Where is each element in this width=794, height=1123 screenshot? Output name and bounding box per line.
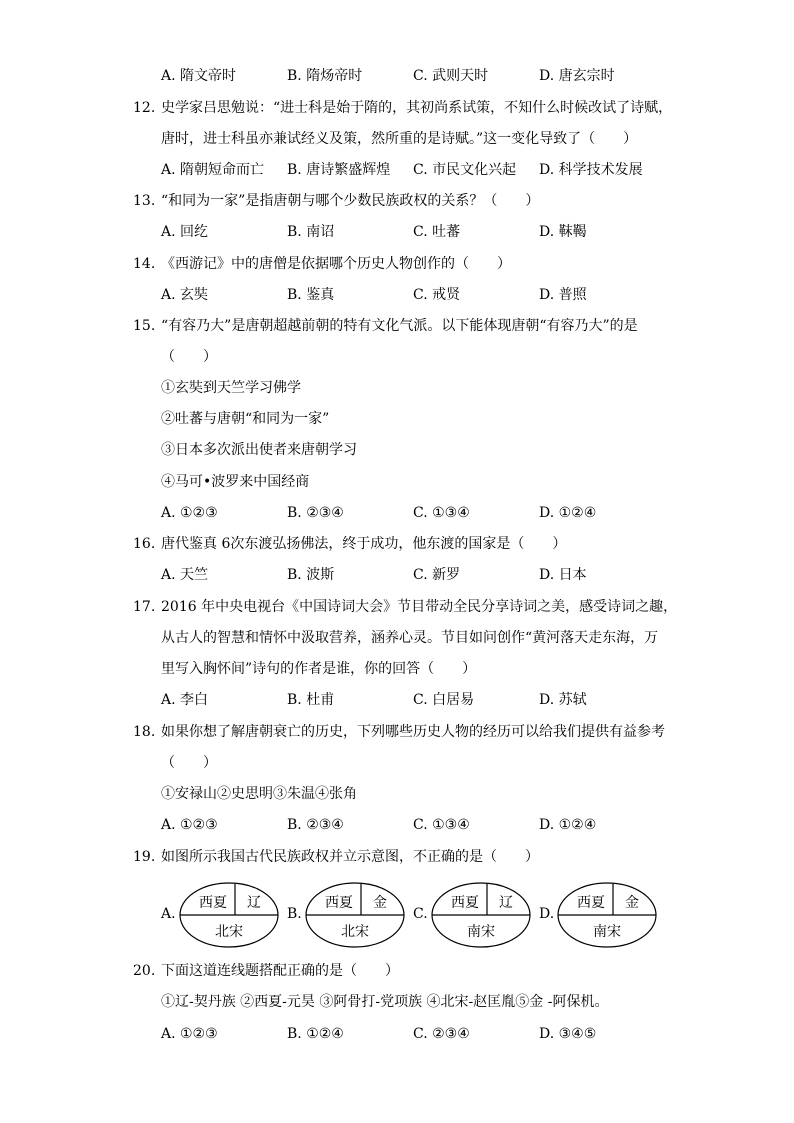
q13-options bbox=[161, 222, 681, 242]
q11-option-c: C. 武则天时 bbox=[413, 68, 489, 84]
q13-option-b: B. 南诏 bbox=[287, 224, 335, 240]
oval-bottom-label: 北宋 bbox=[341, 924, 369, 940]
q15-stem-line2: （ ） bbox=[161, 349, 217, 365]
q15-option-b: B. ②③④ bbox=[287, 505, 344, 521]
q14-option-b: B. 鉴真 bbox=[287, 287, 335, 303]
q12-stem-line1: 史学家吕思勉说：“进士科是始于隋的，其初尚系试策，不知什么时候改试了诗赋， bbox=[161, 100, 673, 116]
oval-top-left-label: 西夏 bbox=[577, 895, 605, 911]
q15-number: 15. bbox=[133, 318, 156, 334]
q17-stem-line3: 里写入胸怀间”诗句的作者是谁，你的回答（ ） bbox=[161, 661, 477, 677]
q20-option-b: B. ①②④ bbox=[287, 1026, 344, 1042]
q14-number: 14. bbox=[133, 256, 156, 272]
q16-option-b: B. 波斯 bbox=[287, 567, 335, 583]
q16-options bbox=[161, 565, 681, 585]
oval-bottom-label: 南宋 bbox=[593, 924, 621, 940]
q16-option-a: A. 天竺 bbox=[161, 567, 209, 583]
q15-item-4: ④马可•波罗来中国经商 bbox=[161, 474, 310, 490]
q17-option-c: C. 白居易 bbox=[413, 692, 475, 708]
q18-option-a: A. ①②③ bbox=[161, 817, 218, 833]
oval-top-right-label: 辽 bbox=[499, 895, 513, 911]
q12-option-b: B. 唐诗繁盛辉煌 bbox=[287, 162, 391, 178]
oval-bottom-label: 南宋 bbox=[467, 924, 495, 940]
q17-options bbox=[161, 690, 681, 710]
q19-number: 19. bbox=[133, 849, 156, 865]
q12-option-a: A. 隋朝短命而亡 bbox=[161, 162, 265, 178]
q20-option-a: A. ①②③ bbox=[161, 1026, 218, 1042]
q13-option-d: D. 靺鞨 bbox=[539, 224, 587, 240]
q15-item-2: ②吐蕃与唐朝“和同为一家” bbox=[161, 411, 330, 427]
q18-item-1: ①安禄山②史思明③朱温④张角 bbox=[161, 786, 357, 802]
q12-option-c: C. 市民文化兴起 bbox=[413, 162, 517, 178]
q11-option-a: A. 隋文帝时 bbox=[161, 68, 237, 84]
q16-number: 16. bbox=[133, 536, 156, 552]
q19-option-a-label: A. bbox=[161, 906, 176, 922]
q16-option-c: C. 新罗 bbox=[413, 567, 461, 583]
q19-stem-line1: 如图所示我国古代民族政权并立示意图，不正确的是（ ） bbox=[161, 849, 539, 865]
q13-option-c: C. 吐蕃 bbox=[413, 224, 461, 240]
oval-top-left-label: 西夏 bbox=[199, 895, 227, 911]
q20-option-d: D. ③④⑤ bbox=[539, 1026, 597, 1042]
q14-option-d: D. 普照 bbox=[539, 287, 587, 303]
q16-option-d: D. 日本 bbox=[539, 567, 587, 583]
oval-top-left-label: 西夏 bbox=[325, 895, 353, 911]
q11-options bbox=[161, 66, 681, 86]
q20-options bbox=[161, 1024, 681, 1044]
q13-number: 13. bbox=[133, 193, 156, 209]
q14-options bbox=[161, 285, 681, 305]
q18-option-c: C. ①③④ bbox=[413, 817, 470, 833]
oval-top-left-label: 西夏 bbox=[451, 895, 479, 911]
q17-stem-line1: 2016 年中央电视台《中国诗词大会》节目带动全民分享诗词之美，感受诗词之趣， bbox=[161, 599, 678, 615]
q20-option-c: C. ②③④ bbox=[413, 1026, 470, 1042]
q18-stem-line1: 如果你想了解唐朝衰亡的历史，下列哪些历史人物的经历可以给我们提供有益参考 bbox=[161, 724, 665, 740]
q11-option-b: B. 隋炀帝时 bbox=[287, 68, 363, 84]
q13-option-a: A. 回纥 bbox=[161, 224, 209, 240]
q18-option-b: B. ②③④ bbox=[287, 817, 344, 833]
q12-option-d: D. 科学技术发展 bbox=[539, 162, 643, 178]
q17-stem-line2: 从古人的智慧和情怀中汲取营养，涵养心灵。节目如问创作“黄河落天走东海，万 bbox=[161, 630, 659, 646]
q11-option-d: D. 唐玄宗时 bbox=[539, 68, 615, 84]
q17-option-d: D. 苏轼 bbox=[539, 692, 587, 708]
q15-option-c: C. ①③④ bbox=[413, 505, 470, 521]
q14-stem-line1: 《西游记》中的唐僧是依据哪个历史人物创作的（ ） bbox=[161, 256, 511, 272]
q12-options bbox=[161, 160, 681, 180]
q15-option-d: D. ①②④ bbox=[539, 505, 597, 521]
oval-top-right-label: 辽 bbox=[247, 895, 261, 911]
q20-stem-line2: ①辽-契丹族 ②西夏-元昊 ③阿骨打-党项族 ④北宋-赵匡胤⑤金 -阿保机。 bbox=[161, 994, 609, 1010]
q20-number: 20. bbox=[133, 963, 156, 979]
q12-number: 12. bbox=[133, 100, 156, 116]
q15-item-1: ①玄奘到天竺学习佛学 bbox=[161, 380, 301, 396]
regime-oval-diagram bbox=[177, 880, 281, 950]
q19-option-d-label: D. bbox=[539, 906, 555, 922]
q15-option-a: A. ①②③ bbox=[161, 505, 218, 521]
oval-bottom-label: 北宋 bbox=[215, 924, 243, 940]
q18-options bbox=[161, 815, 681, 835]
q17-option-b: B. 杜甫 bbox=[287, 692, 335, 708]
q16-stem-line1: 唐代鉴真 6次东渡弘扬佛法，终于成功，他东渡的国家是（ ） bbox=[161, 536, 567, 552]
regime-oval-diagram bbox=[555, 880, 659, 950]
q13-stem-line1: “和同为一家”是指唐朝与哪个少数民族政权的关系？（ ） bbox=[161, 193, 540, 209]
q18-number: 18. bbox=[133, 724, 156, 740]
q17-option-a: A. 李白 bbox=[161, 692, 209, 708]
q19-options-diagrams bbox=[161, 880, 661, 950]
q19-option-c-label: C. bbox=[413, 906, 428, 922]
regime-oval-diagram bbox=[429, 880, 533, 950]
q20-stem-line1: 下面这道连线题搭配正确的是（ ） bbox=[161, 963, 399, 979]
q15-stem-line1: “有容乃大”是唐朝超越前朝的特有文化气派。以下能体现唐朝“有容乃大”的是 bbox=[161, 318, 638, 334]
q19-option-b-label: B. bbox=[287, 906, 302, 922]
oval-top-right-label: 金 bbox=[373, 895, 387, 911]
q18-stem-line2: （ ） bbox=[161, 755, 217, 771]
q12-stem-line2: 唐时，进士科虽亦兼试经义及策，然所重的是诗赋。”这一变化导致了（ ） bbox=[161, 131, 638, 147]
regime-oval-diagram bbox=[303, 880, 407, 950]
q15-item-3: ③日本多次派出使者来唐朝学习 bbox=[161, 442, 357, 458]
q14-option-a: A. 玄奘 bbox=[161, 287, 209, 303]
q14-option-c: C. 戒贤 bbox=[413, 287, 461, 303]
q18-option-d: D. ①②④ bbox=[539, 817, 597, 833]
q17-number: 17. bbox=[133, 599, 156, 615]
oval-top-right-label: 金 bbox=[625, 895, 639, 911]
q15-options bbox=[161, 503, 681, 523]
